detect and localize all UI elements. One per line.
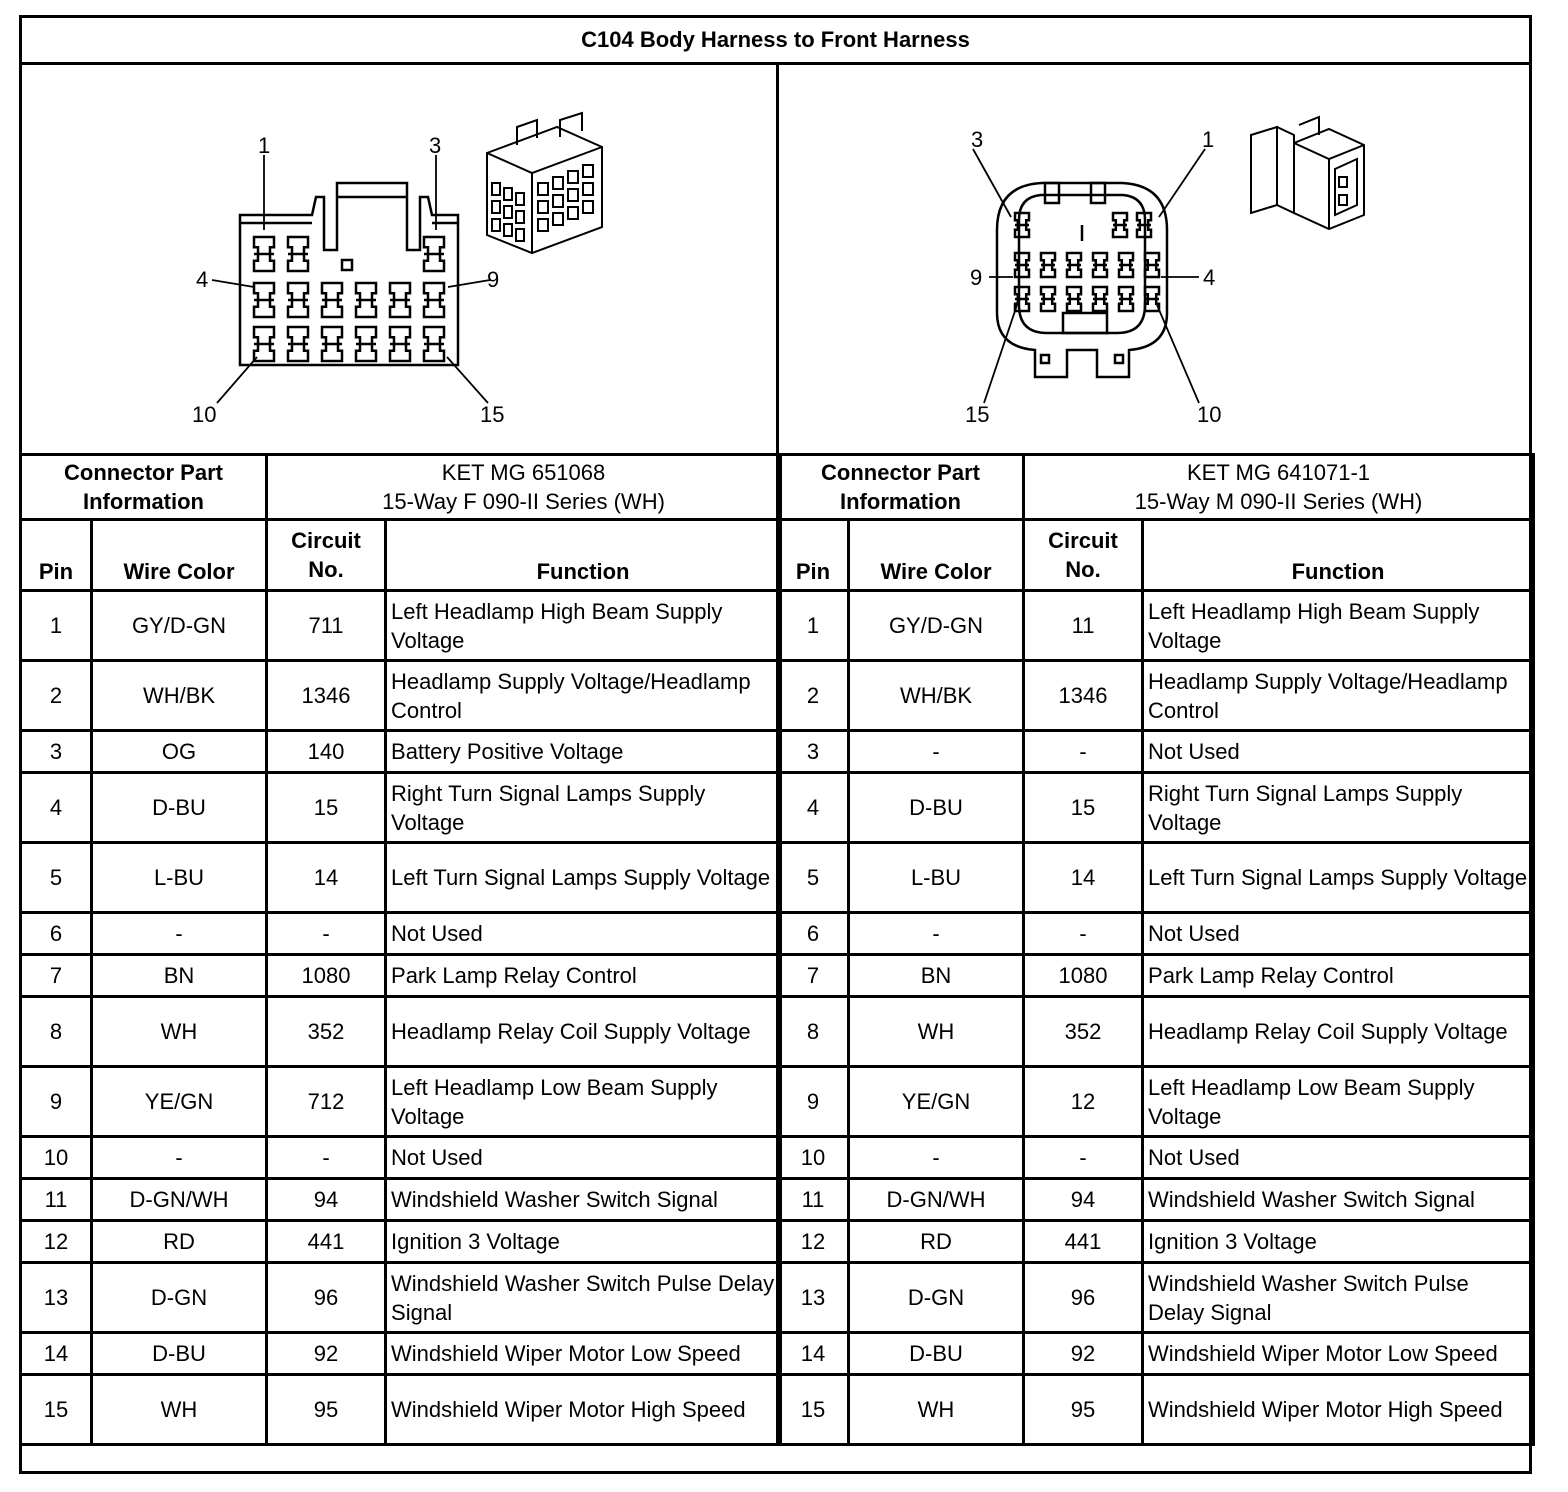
function-cell: Left Headlamp Low Beam Supply Voltage xyxy=(1143,1067,1534,1137)
circuit-cell: 92 xyxy=(1024,1333,1143,1375)
wire-color-cell: - xyxy=(92,913,267,955)
function-cell: Not Used xyxy=(386,1137,781,1179)
iso-cavity xyxy=(553,177,563,189)
col-pin: Pin xyxy=(778,520,849,591)
function-cell: Windshield Washer Switch Pulse Delay Signal xyxy=(386,1263,781,1333)
iso-cavity xyxy=(516,193,524,205)
circuit-cell: 12 xyxy=(1024,1067,1143,1137)
circuit-cell: 712 xyxy=(267,1067,386,1137)
wire-color-cell: D-GN xyxy=(92,1263,267,1333)
circuit-cell: 15 xyxy=(1024,773,1143,843)
pin-cell: 9 xyxy=(778,1067,849,1137)
function-cell: Battery Positive Voltage xyxy=(386,731,781,773)
iso-cavity xyxy=(504,188,512,200)
circuit-cell: - xyxy=(1024,1137,1143,1179)
pin-cell: 3 xyxy=(778,731,849,773)
table-row xyxy=(21,773,781,843)
circuit-cell: 96 xyxy=(267,1263,386,1333)
function-cell: Ignition 3 Voltage xyxy=(386,1221,781,1263)
wire-color-cell: WH/BK xyxy=(849,661,1024,731)
wire-color-cell: D-GN xyxy=(849,1263,1024,1333)
circuit-cell: 94 xyxy=(267,1179,386,1221)
table-row xyxy=(21,1263,781,1333)
table-row xyxy=(778,1375,1534,1445)
function-cell: Park Lamp Relay Control xyxy=(1143,955,1534,997)
function-cell: Windshield Washer Switch Signal xyxy=(1143,1179,1534,1221)
iso-cavity xyxy=(583,201,593,213)
pin-label-3: 3 xyxy=(971,127,984,152)
pin-cell: 1 xyxy=(21,591,92,661)
pin-label-4: 4 xyxy=(196,267,209,292)
table-row xyxy=(21,1137,781,1179)
col-circuit: Circuit No. xyxy=(1024,520,1143,591)
function-cell: Right Turn Signal Lamps Supply Voltage xyxy=(386,773,781,843)
pin-cell: 8 xyxy=(778,997,849,1067)
wire-color-cell: BN xyxy=(92,955,267,997)
wire-color-cell: WH xyxy=(92,997,267,1067)
circuit-cell: - xyxy=(267,1137,386,1179)
table-row xyxy=(778,1263,1534,1333)
iso-cavity xyxy=(504,206,512,218)
circuit-cell: 11 xyxy=(1024,591,1143,661)
circuit-cell: 14 xyxy=(267,843,386,913)
function-cell: Not Used xyxy=(1143,913,1534,955)
circuit-cell: 94 xyxy=(1024,1179,1143,1221)
male-connector-iso-drawing xyxy=(1251,117,1364,229)
circuit-cell: 1080 xyxy=(1024,955,1143,997)
table-row xyxy=(21,731,781,773)
female-connector-face-drawing xyxy=(22,65,776,453)
function-cell: Windshield Washer Switch Signal xyxy=(386,1179,781,1221)
circuit-cell: 352 xyxy=(1024,997,1143,1067)
pin-cell: 7 xyxy=(778,955,849,997)
circuit-cell: - xyxy=(267,913,386,955)
left-pinout-table xyxy=(19,453,782,1446)
function-cell: Not Used xyxy=(386,913,781,955)
wire-color-cell: WH xyxy=(92,1375,267,1445)
circuit-cell: - xyxy=(1024,731,1143,773)
connector-info-value xyxy=(1024,455,1534,520)
wire-color-cell: WH xyxy=(849,1375,1024,1445)
pin-cell: 5 xyxy=(778,843,849,913)
function-cell: Left Headlamp High Beam Supply Voltage xyxy=(1143,591,1534,661)
table-row xyxy=(21,1221,781,1263)
wire-color-cell: WH xyxy=(849,997,1024,1067)
circuit-cell: 1080 xyxy=(267,955,386,997)
pin-cell: 8 xyxy=(21,997,92,1067)
table-row xyxy=(778,1333,1534,1375)
wire-color-cell: YE/GN xyxy=(92,1067,267,1137)
circuit-cell: 1346 xyxy=(1024,661,1143,731)
iso-cavity xyxy=(583,183,593,195)
table-row xyxy=(21,843,781,913)
circuit-cell: 14 xyxy=(1024,843,1143,913)
col-wire-color: Wire Color xyxy=(92,520,267,591)
table-row xyxy=(778,1137,1534,1179)
part-number: KET MG 651068 xyxy=(441,460,606,485)
function-cell: Left Turn Signal Lamps Supply Voltage xyxy=(1143,843,1534,913)
pin-cell: 11 xyxy=(21,1179,92,1221)
pin-label-15: 15 xyxy=(480,402,505,427)
wire-color-cell: OG xyxy=(92,731,267,773)
table-row xyxy=(778,997,1534,1067)
function-cell: Left Headlamp High Beam Supply Voltage xyxy=(386,591,781,661)
pin-cell: 10 xyxy=(21,1137,92,1179)
table-row xyxy=(21,913,781,955)
function-cell: Windshield Wiper Motor High Speed xyxy=(386,1375,781,1445)
wire-color-cell: - xyxy=(849,913,1024,955)
function-cell: Not Used xyxy=(1143,731,1534,773)
function-cell: Ignition 3 Voltage xyxy=(1143,1221,1534,1263)
circuit-cell: 92 xyxy=(267,1333,386,1375)
wire-color-cell: D-GN/WH xyxy=(92,1179,267,1221)
wire-color-cell: RD xyxy=(92,1221,267,1263)
wire-color-cell: D-BU xyxy=(92,1333,267,1375)
wire-color-cell: D-BU xyxy=(849,1333,1024,1375)
left-connector-diagram xyxy=(22,65,779,453)
col-wire-color: Wire Color xyxy=(849,520,1024,591)
part-description: 15-Way M 090-II Series (WH) xyxy=(1134,489,1423,514)
right-pinout-table xyxy=(776,453,1535,1446)
pin-label-10: 10 xyxy=(1197,402,1222,427)
function-cell: Headlamp Supply Voltage/Headlamp Control xyxy=(386,661,781,731)
pin-cell: 5 xyxy=(21,843,92,913)
wire-color-cell: GY/D-GN xyxy=(92,591,267,661)
function-cell: Not Used xyxy=(1143,1137,1534,1179)
wire-color-cell: YE/GN xyxy=(849,1067,1024,1137)
pin-cell: 2 xyxy=(778,661,849,731)
col-function: Function xyxy=(386,520,781,591)
pin-cell: 4 xyxy=(778,773,849,843)
pin-label-9: 9 xyxy=(970,265,983,290)
circuit-cell: 352 xyxy=(267,997,386,1067)
part-number: KET MG 641071-1 xyxy=(1187,460,1371,485)
pin-cell: 9 xyxy=(21,1067,92,1137)
table-row xyxy=(21,997,781,1067)
pin-cell: 13 xyxy=(21,1263,92,1333)
table-row xyxy=(778,731,1534,773)
pin-label-1: 1 xyxy=(1202,127,1215,152)
pin-cell: 12 xyxy=(21,1221,92,1263)
table-row xyxy=(778,955,1534,997)
wire-color-cell: D-BU xyxy=(849,773,1024,843)
wire-color-cell: RD xyxy=(849,1221,1024,1263)
pin-label-1: 1 xyxy=(258,133,271,158)
table-row xyxy=(778,773,1534,843)
pin-cell: 14 xyxy=(21,1333,92,1375)
table-row xyxy=(21,955,781,997)
circuit-cell: 96 xyxy=(1024,1263,1143,1333)
pin-cell: 12 xyxy=(778,1221,849,1263)
iso-cavity xyxy=(568,171,578,183)
function-cell: Park Lamp Relay Control xyxy=(386,955,781,997)
wire-color-cell: - xyxy=(92,1137,267,1179)
pin-label-15: 15 xyxy=(965,402,990,427)
circuit-cell: 95 xyxy=(267,1375,386,1445)
table-row xyxy=(21,661,781,731)
connector-info-label: Connector Part Information xyxy=(21,455,267,520)
circuit-cell: 711 xyxy=(267,591,386,661)
table-row xyxy=(21,1375,781,1445)
pin-cell: 6 xyxy=(21,913,92,955)
iso-cavity xyxy=(538,183,548,195)
table-row xyxy=(778,843,1534,913)
circuit-cell: 1346 xyxy=(267,661,386,731)
iso-cavity xyxy=(492,183,500,195)
wire-color-cell: WH/BK xyxy=(92,661,267,731)
pin-cell: 7 xyxy=(21,955,92,997)
pin-cell: 1 xyxy=(778,591,849,661)
iso-cavity xyxy=(583,165,593,177)
wire-color-cell: BN xyxy=(849,955,1024,997)
iso-cavity xyxy=(553,195,563,207)
function-cell: Windshield Wiper Motor Low Speed xyxy=(386,1333,781,1375)
function-cell: Windshield Washer Switch Pulse Delay Signal xyxy=(1143,1263,1534,1333)
table-row xyxy=(778,591,1534,661)
page-title: C104 Body Harness to Front Harness xyxy=(22,18,1529,65)
function-cell: Headlamp Relay Coil Supply Voltage xyxy=(386,997,781,1067)
pin-label-9: 9 xyxy=(487,267,500,292)
circuit-cell: 441 xyxy=(267,1221,386,1263)
pin-cell: 4 xyxy=(21,773,92,843)
table-row xyxy=(778,1067,1534,1137)
pin-cell: 10 xyxy=(778,1137,849,1179)
connector-info-label: Connector Part Information xyxy=(778,455,1024,520)
function-cell: Windshield Wiper Motor Low Speed xyxy=(1143,1333,1534,1375)
function-cell: Headlamp Supply Voltage/Headlamp Control xyxy=(1143,661,1534,731)
function-cell: Windshield Wiper Motor High Speed xyxy=(1143,1375,1534,1445)
iso-cavity xyxy=(538,201,548,213)
iso-cavity xyxy=(492,219,500,231)
iso-cavity xyxy=(568,189,578,201)
table-row xyxy=(21,1333,781,1375)
iso-cavity xyxy=(568,207,578,219)
circuit-cell: 15 xyxy=(267,773,386,843)
pin-label-10: 10 xyxy=(192,402,217,427)
table-row xyxy=(778,1221,1534,1263)
table-row xyxy=(778,913,1534,955)
wire-color-cell: D-BU xyxy=(92,773,267,843)
wire-color-cell: L-BU xyxy=(92,843,267,913)
col-pin: Pin xyxy=(21,520,92,591)
circuit-cell: 95 xyxy=(1024,1375,1143,1445)
wire-color-cell: - xyxy=(849,731,1024,773)
table-row xyxy=(21,591,781,661)
function-cell: Headlamp Relay Coil Supply Voltage xyxy=(1143,997,1534,1067)
wire-color-cell: D-GN/WH xyxy=(849,1179,1024,1221)
part-description: 15-Way F 090-II Series (WH) xyxy=(382,489,665,514)
female-connector-iso-drawing xyxy=(487,113,602,253)
function-cell: Left Turn Signal Lamps Supply Voltage xyxy=(386,843,781,913)
pin-cell: 15 xyxy=(21,1375,92,1445)
circuit-cell: 140 xyxy=(267,731,386,773)
wire-color-cell: - xyxy=(849,1137,1024,1179)
iso-cavity xyxy=(538,219,548,231)
male-connector-face-drawing xyxy=(779,65,1529,453)
pin-cell: 6 xyxy=(778,913,849,955)
connector-sheet xyxy=(19,15,1532,1474)
pin-cell: 3 xyxy=(21,731,92,773)
wire-color-cell: L-BU xyxy=(849,843,1024,913)
iso-cavity xyxy=(516,211,524,223)
iso-cavity xyxy=(516,229,524,241)
col-function: Function xyxy=(1143,520,1534,591)
table-row xyxy=(21,1179,781,1221)
circuit-cell: - xyxy=(1024,913,1143,955)
function-cell: Right Turn Signal Lamps Supply Voltage xyxy=(1143,773,1534,843)
pin-cell: 15 xyxy=(778,1375,849,1445)
right-connector-diagram xyxy=(779,65,1529,453)
table-row xyxy=(778,661,1534,731)
iso-cavity xyxy=(504,224,512,236)
circuit-cell: 441 xyxy=(1024,1221,1143,1263)
table-row xyxy=(21,1067,781,1137)
table-row xyxy=(778,1179,1534,1221)
pin-cell: 11 xyxy=(778,1179,849,1221)
pin-label-3: 3 xyxy=(429,133,442,158)
iso-cavity xyxy=(553,213,563,225)
function-cell: Left Headlamp Low Beam Supply Voltage xyxy=(386,1067,781,1137)
pin-cell: 14 xyxy=(778,1333,849,1375)
col-circuit: Circuit No. xyxy=(267,520,386,591)
pin-cell: 13 xyxy=(778,1263,849,1333)
wire-color-cell: GY/D-GN xyxy=(849,591,1024,661)
connector-info-value xyxy=(267,455,781,520)
pin-cell: 2 xyxy=(21,661,92,731)
iso-cavity xyxy=(492,201,500,213)
pin-label-4: 4 xyxy=(1203,265,1216,290)
